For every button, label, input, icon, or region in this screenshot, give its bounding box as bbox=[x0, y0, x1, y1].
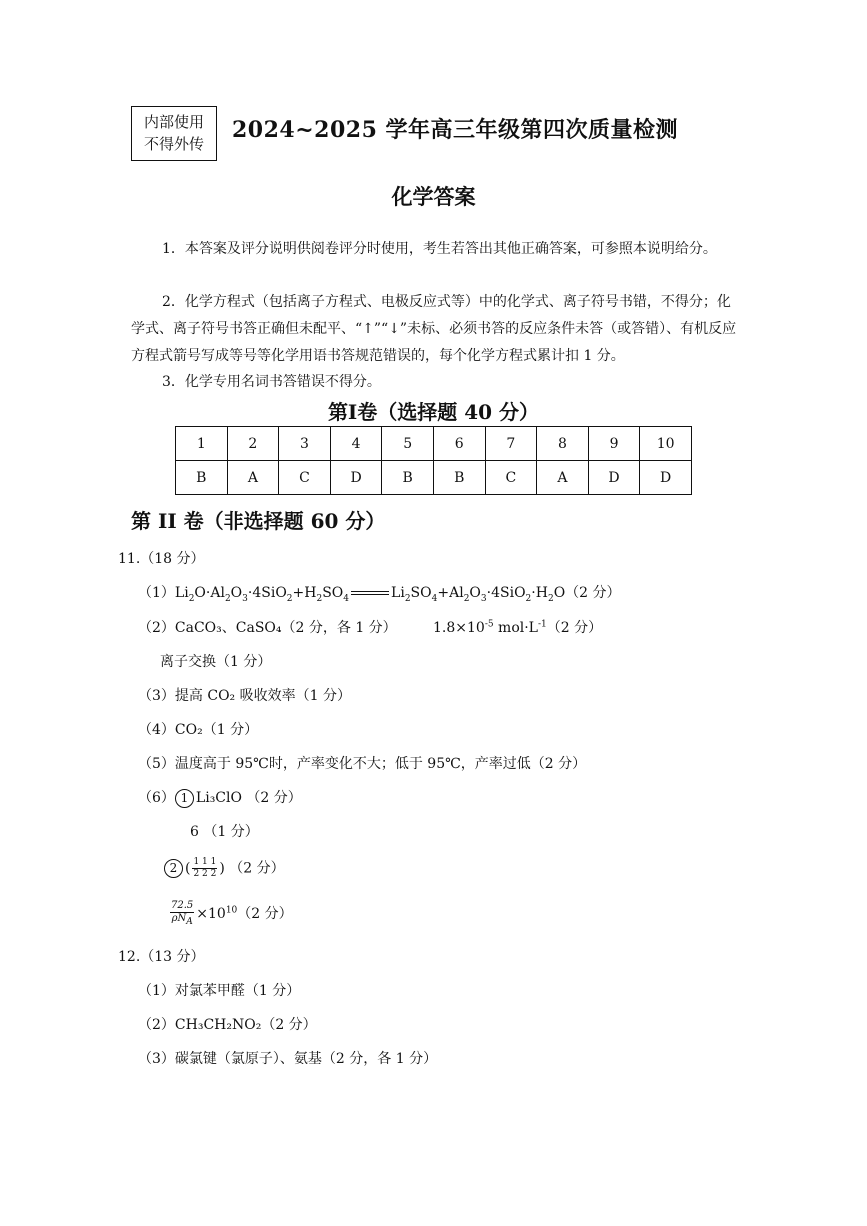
question-number: 10 bbox=[640, 427, 692, 461]
question-number: 9 bbox=[588, 427, 640, 461]
answer-cell: B bbox=[382, 461, 434, 495]
distance-fraction: $\frac{72.5}{\rho N_A}$ bbox=[171, 900, 194, 927]
q12-answer-3: （3）碳氯键（氯原子）、氨基（2 分，各 1 分） bbox=[138, 1051, 438, 1067]
question-number: 6 bbox=[433, 427, 485, 461]
circled-number-2: 2 bbox=[164, 859, 183, 878]
page-subtitle: 化学答案 bbox=[391, 184, 476, 209]
answer-table bbox=[175, 426, 692, 495]
answer-cell: D bbox=[640, 461, 692, 495]
q11-answer-6-coordinate: 2 ( $\frac{1 1 1}{2 2 2}$ ) （2 分） bbox=[164, 857, 285, 880]
answer-cell: D bbox=[588, 461, 640, 495]
q11-answer-2: （2）CaCO₃、CaSO₄（2 分，各 1 分） bbox=[138, 620, 397, 636]
part1-title: 第Ⅰ卷（选择题 40 分） bbox=[327, 400, 540, 424]
answer-cell: C bbox=[279, 461, 331, 495]
note-1: 1．本答案及评分说明供阅卷评分时使用，考生若答出其他正确答案，可参照本说明给分。 bbox=[162, 241, 717, 257]
question-number: 3 bbox=[279, 427, 331, 461]
q11-answer-6-distance: $\frac{72.5}{\rho N_A}$ $\times 10^{10}(2$ 分） bbox=[171, 900, 293, 927]
q11-answer-6-coordination: 6 （1 分） bbox=[190, 824, 259, 840]
q11-answer-4: （4）CO₂（1 分） bbox=[138, 722, 259, 738]
equals-sign bbox=[351, 591, 389, 595]
answer-table-numbers-row bbox=[176, 427, 692, 461]
q11-answer-1: $(1)Li_2O\cdot Al_2O_3\cdot 4SiO_2+H_2SO_4$ $Li_2SO_4+Al_2O_3\cdot 4SiO_2\cdot H_2O(2$ 分） bbox=[138, 585, 621, 604]
answer-cell: C bbox=[485, 461, 537, 495]
question-number: 4 bbox=[330, 427, 382, 461]
q11-header: 11.（18 分） bbox=[118, 551, 205, 567]
question-number: 8 bbox=[537, 427, 589, 461]
answer-cell: D bbox=[330, 461, 382, 495]
answer-cell: A bbox=[537, 461, 589, 495]
page-title: 2024~2025 学年高三年级第四次质量检测 bbox=[232, 117, 679, 143]
internal-use-stamp bbox=[131, 106, 217, 161]
note-3: 3．化学专用名词书答错误不得分。 bbox=[162, 374, 381, 390]
q12-answer-1: （1）对氯苯甲醛（1 分） bbox=[138, 983, 301, 999]
question-number: 5 bbox=[382, 427, 434, 461]
note-2: 2．化学方程式（包括离子方程式、电极反应式等）中的化学式、离子符号书错，不得分；化学式、离子符号书答正确但未配平、“↑”“↓”未标、必须书答的反应条件未答（或答错）、有机反应方程式箭号写成等号等化学用语书答规范错误的，每个化学方程式累计扣 1 分。 bbox=[131, 294, 737, 364]
stamp-line1: 内部使用 bbox=[143, 113, 204, 131]
q11-answer-2-extra: 离子交换（1 分） bbox=[160, 654, 272, 670]
q11-answer-3: （3）提高 CO₂ 吸收效率（1 分） bbox=[138, 688, 351, 704]
answer-table-answers-row bbox=[176, 461, 692, 495]
q11-answer-2-ksp: $1.8\times 10^{-5}$ $mol\cdot L^{-1}(2$ 分） bbox=[433, 619, 603, 636]
part2-title: 第 II 卷（非选择题 60 分） bbox=[131, 509, 386, 533]
circled-number-1: 1 bbox=[175, 789, 194, 808]
coordinate-fraction: $\frac{1 1 1}{2 2 2}$ bbox=[193, 857, 217, 879]
question-number: 2 bbox=[227, 427, 279, 461]
question-number: 7 bbox=[485, 427, 537, 461]
question-number: 1 bbox=[176, 427, 228, 461]
q12-header: 12.（13 分） bbox=[118, 949, 205, 965]
answer-cell: A bbox=[227, 461, 279, 495]
q11-answer-5: （5）温度高于 95℃时，产率变化不大；低于 95℃，产率过低（2 分） bbox=[138, 756, 587, 772]
q11-answer-6: （6） 1 Li₃ClO （2 分） bbox=[138, 790, 302, 806]
answer-cell: B bbox=[433, 461, 485, 495]
stamp-line2: 不得外传 bbox=[143, 135, 204, 153]
q12-answer-2: （2）CH₃CH₂NO₂（2 分） bbox=[138, 1017, 317, 1033]
answer-cell: B bbox=[176, 461, 228, 495]
